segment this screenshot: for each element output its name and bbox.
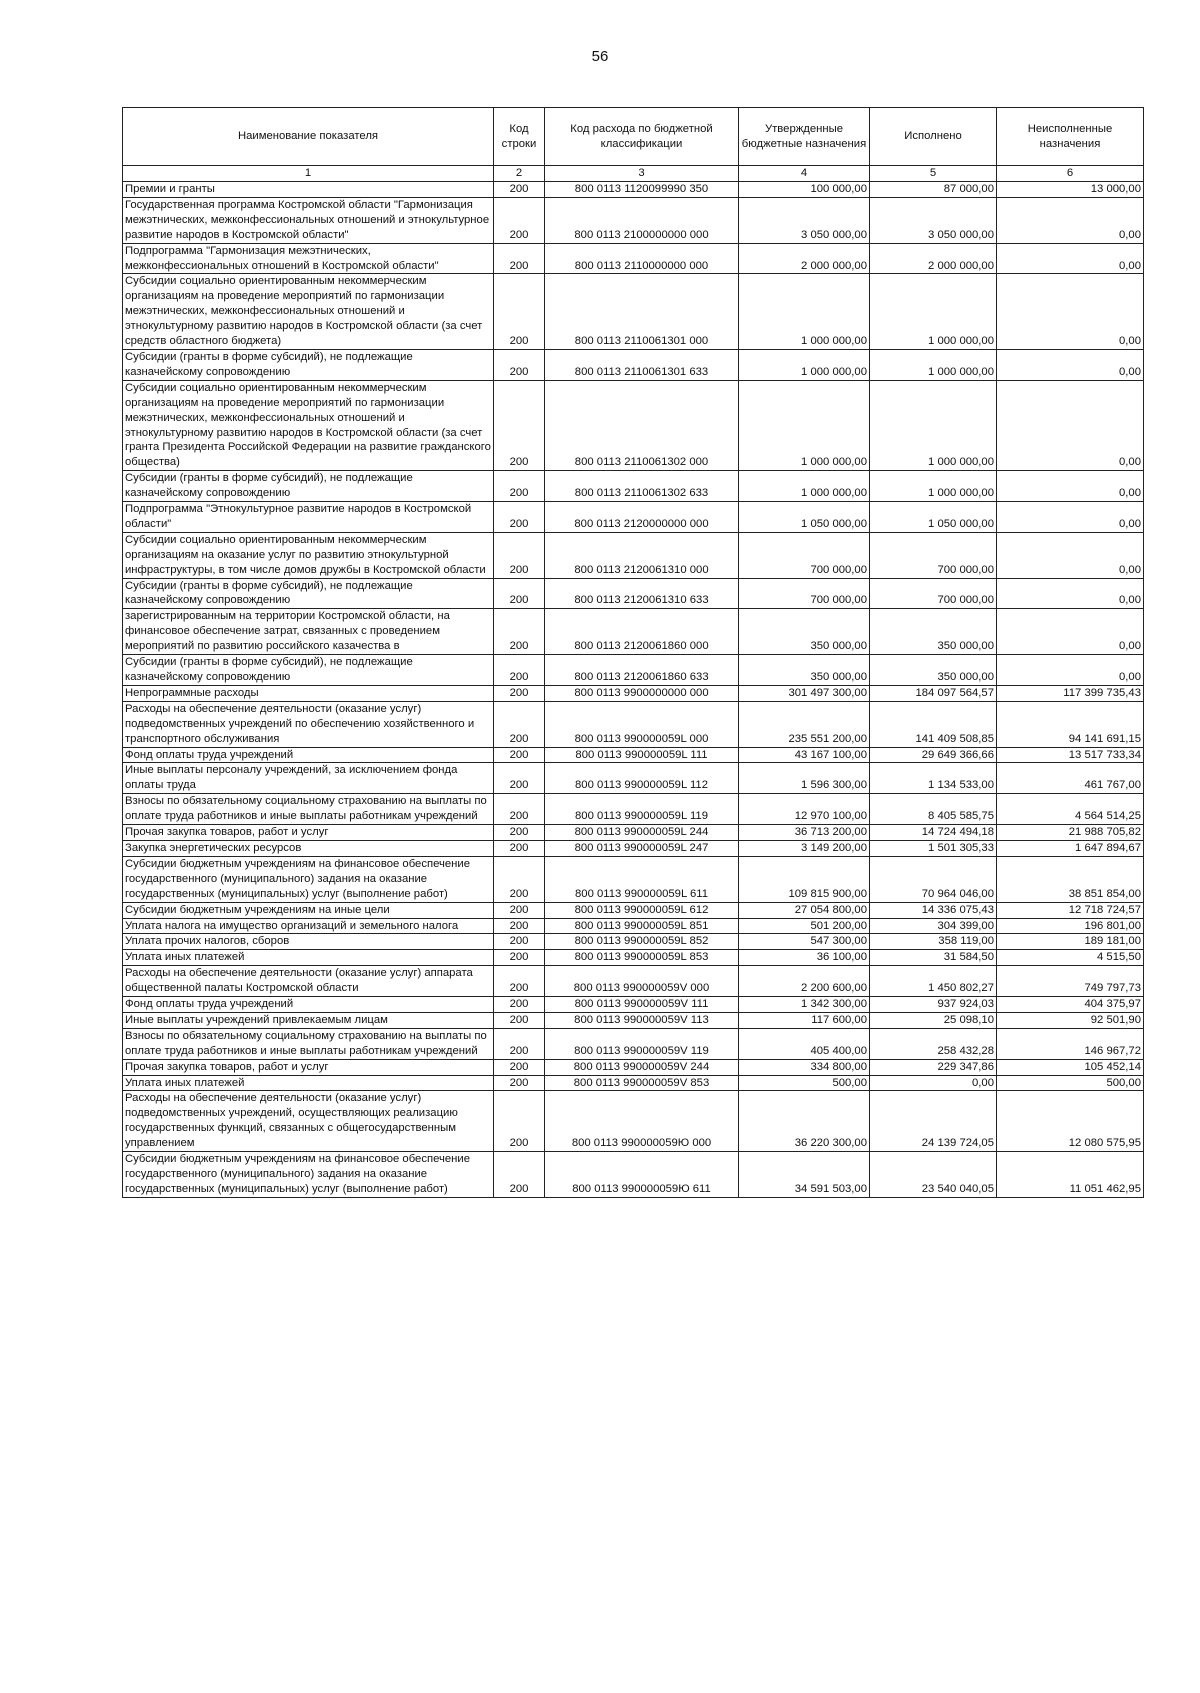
table-row [123,502,1144,533]
unexecuted-amount: 12 718 724,57 [997,902,1144,918]
indicator-name: Субсидии (гранты в форме субсидий), не подлежащие казначейскому сопровождению [123,349,494,380]
executed-amount: 141 409 508,85 [870,701,997,747]
header-row [123,108,1144,166]
budget-classification-code: 800 0113 990000059L 111 [545,747,739,763]
approved-amount: 1 000 000,00 [739,380,870,470]
unexecuted-amount: 500,00 [997,1075,1144,1091]
line-code: 200 [494,763,545,794]
budget-classification-code: 800 0113 990000059L 852 [545,934,739,950]
table-row [123,950,1144,966]
column-number-row [123,166,1144,182]
unexecuted-amount: 13 000,00 [997,182,1144,198]
table-row [123,609,1144,655]
budget-classification-code: 800 0113 990000059L 244 [545,825,739,841]
indicator-name: зарегистрированным на территории Костромской области, на финансовое обеспечение затрат, связанных с проведением мероприятий по развитию российского казачества в [123,609,494,655]
approved-amount: 117 600,00 [739,1012,870,1028]
line-code: 200 [494,825,545,841]
unexecuted-amount: 749 797,73 [997,966,1144,997]
indicator-name: Субсидии (гранты в форме субсидий), не подлежащие казначейскому сопровождению [123,471,494,502]
indicator-name: Иные выплаты учреждений привлекаемым лицам [123,1012,494,1028]
approved-amount: 27 054 800,00 [739,902,870,918]
unexecuted-amount: 0,00 [997,349,1144,380]
executed-amount: 0,00 [870,1075,997,1091]
approved-amount: 109 815 900,00 [739,856,870,902]
table-row [123,934,1144,950]
budget-classification-code: 800 0113 990000059L 851 [545,918,739,934]
unexecuted-amount: 13 517 733,34 [997,747,1144,763]
line-code: 200 [494,1028,545,1059]
header-approved: Утвержденные бюджетные назначения [739,108,870,166]
indicator-name: Фонд оплаты труда учреждений [123,747,494,763]
budget-execution-table [122,107,1144,1198]
line-code: 200 [494,578,545,609]
indicator-name: Подпрограмма "Гармонизация межэтнических, межконфессиональных отношений в Костромской области" [123,243,494,274]
budget-classification-code: 800 0113 990000059V 244 [545,1059,739,1075]
unexecuted-amount: 189 181,00 [997,934,1144,950]
approved-amount: 1 596 300,00 [739,763,870,794]
line-code: 200 [494,532,545,578]
budget-classification-code: 800 0113 9900000000 000 [545,685,739,701]
unexecuted-amount: 404 375,97 [997,997,1144,1013]
table-row [123,655,1144,686]
header-executed: Исполнено [870,108,997,166]
line-code: 200 [494,471,545,502]
executed-amount: 8 405 585,75 [870,794,997,825]
budget-classification-code: 800 0113 990000059V 119 [545,1028,739,1059]
header-unexecuted: Неисполненные назначения [997,108,1144,166]
executed-amount: 1 000 000,00 [870,380,997,470]
indicator-name: Расходы на обеспечение деятельности (оказание услуг) подведомственных учреждений по обеспечению хозяйственного и транспортного обслуживания [123,701,494,747]
line-code: 200 [494,934,545,950]
table-row [123,471,1144,502]
budget-classification-code: 800 0113 2110000000 000 [545,243,739,274]
budget-classification-code: 800 0113 2110061302 000 [545,380,739,470]
line-code: 200 [494,502,545,533]
unexecuted-amount: 0,00 [997,274,1144,350]
indicator-name: Субсидии социально ориентированным некоммерческим организациям на проведение мероприятий по гармонизации межэтнических, межконфессиональных отношений и этнокультурному развитию народов в Костромской области (за счет гранта Президента Российской Федерации на развитие гражданского общества) [123,380,494,470]
indicator-name: Закупка энергетических ресурсов [123,840,494,856]
executed-amount: 229 347,86 [870,1059,997,1075]
table-row [123,763,1144,794]
indicator-name: Расходы на обеспечение деятельности (оказание услуг) аппарата общественной палаты Костромской области [123,966,494,997]
budget-classification-code: 800 0113 2110061301 000 [545,274,739,350]
indicator-name: Прочая закупка товаров, работ и услуг [123,825,494,841]
approved-amount: 350 000,00 [739,655,870,686]
executed-amount: 1 000 000,00 [870,349,997,380]
line-code: 200 [494,609,545,655]
approved-amount: 700 000,00 [739,578,870,609]
executed-amount: 304 399,00 [870,918,997,934]
budget-classification-code: 800 0113 990000059Ю 611 [545,1152,739,1198]
line-code: 200 [494,966,545,997]
unexecuted-amount: 0,00 [997,532,1144,578]
executed-amount: 350 000,00 [870,655,997,686]
budget-classification-code: 800 0113 2100000000 000 [545,197,739,243]
indicator-name: Субсидии бюджетным учреждениям на финансовое обеспечение государственного (муниципального) задания на оказание государственных (муниципальных) услуг (выполнение работ) [123,1152,494,1198]
approved-amount: 3 050 000,00 [739,197,870,243]
table-row [123,794,1144,825]
budget-classification-code: 800 0113 990000059L 119 [545,794,739,825]
executed-amount: 3 050 000,00 [870,197,997,243]
table-row [123,685,1144,701]
approved-amount: 2 000 000,00 [739,243,870,274]
line-code: 200 [494,918,545,934]
executed-amount: 358 119,00 [870,934,997,950]
executed-amount: 29 649 366,66 [870,747,997,763]
table-row [123,1028,1144,1059]
approved-amount: 3 149 200,00 [739,840,870,856]
approved-amount: 547 300,00 [739,934,870,950]
line-code: 200 [494,380,545,470]
table-row [123,747,1144,763]
indicator-name: Субсидии социально ориентированным некоммерческим организациям на оказание услуг по развитию этнокультурной инфраструктуры, в том числе домов дружбы в Костромской области [123,532,494,578]
approved-amount: 501 200,00 [739,918,870,934]
budget-classification-code: 800 0113 990000059L 611 [545,856,739,902]
indicator-name: Субсидии бюджетным учреждениям на иные цели [123,902,494,918]
indicator-name: Уплата иных платежей [123,1075,494,1091]
executed-amount: 70 964 046,00 [870,856,997,902]
budget-classification-code: 800 0113 990000059V 853 [545,1075,739,1091]
approved-amount: 100 000,00 [739,182,870,198]
budget-classification-code: 800 0113 2120000000 000 [545,502,739,533]
indicator-name: Уплата прочих налогов, сборов [123,934,494,950]
budget-classification-code: 800 0113 2110061302 633 [545,471,739,502]
executed-amount: 1 050 000,00 [870,502,997,533]
indicator-name: Подпрограмма "Этнокультурное развитие народов в Костромской области" [123,502,494,533]
unexecuted-amount: 0,00 [997,655,1144,686]
approved-amount: 700 000,00 [739,532,870,578]
budget-classification-code: 800 0113 990000059V 113 [545,1012,739,1028]
unexecuted-amount: 0,00 [997,380,1144,470]
budget-classification-code: 800 0113 1120099990 350 [545,182,739,198]
indicator-name: Прочая закупка товаров, работ и услуг [123,1059,494,1075]
line-code: 200 [494,1012,545,1028]
header-indicator-name: Наименование показателя [123,108,494,166]
table-row [123,380,1144,470]
budget-classification-code: 800 0113 2120061860 000 [545,609,739,655]
indicator-name: Расходы на обеспечение деятельности (оказание услуг) подведомственных учреждений, осуществляющих реализацию государственных функций, связанных с общегосударственным управлением [123,1091,494,1152]
table-row [123,966,1144,997]
table-row [123,840,1144,856]
column-number: 1 [123,166,494,182]
executed-amount: 87 000,00 [870,182,997,198]
approved-amount: 1 050 000,00 [739,502,870,533]
column-number: 2 [494,166,545,182]
approved-amount: 2 200 600,00 [739,966,870,997]
line-code: 200 [494,243,545,274]
column-number: 3 [545,166,739,182]
executed-amount: 258 432,28 [870,1028,997,1059]
table-row [123,902,1144,918]
line-code: 200 [494,747,545,763]
unexecuted-amount: 117 399 735,43 [997,685,1144,701]
table-body [123,182,1144,1198]
unexecuted-amount: 0,00 [997,471,1144,502]
line-code: 200 [494,794,545,825]
executed-amount: 1 501 305,33 [870,840,997,856]
approved-amount: 34 591 503,00 [739,1152,870,1198]
indicator-name: Иные выплаты персоналу учреждений, за исключением фонда оплаты труда [123,763,494,794]
page-number: 56 [591,48,609,65]
executed-amount: 31 584,50 [870,950,997,966]
budget-classification-code: 800 0113 2120061860 633 [545,655,739,686]
unexecuted-amount: 92 501,90 [997,1012,1144,1028]
indicator-name: Субсидии социально ориентированным некоммерческим организациям на проведение мероприятий по гармонизации межэтнических, межконфессиональных отношений и этнокультурному развитию народов в Костромской области (за счет средств областного бюджета) [123,274,494,350]
budget-classification-code: 800 0113 990000059L 247 [545,840,739,856]
executed-amount: 25 098,10 [870,1012,997,1028]
table-row [123,918,1144,934]
budget-classification-code: 800 0113 990000059Ю 000 [545,1091,739,1152]
executed-amount: 24 139 724,05 [870,1091,997,1152]
indicator-name: Уплата иных платежей [123,950,494,966]
approved-amount: 1 000 000,00 [739,471,870,502]
executed-amount: 23 540 040,05 [870,1152,997,1198]
executed-amount: 14 724 494,18 [870,825,997,841]
approved-amount: 500,00 [739,1075,870,1091]
header-line-code: Код строки [494,108,545,166]
unexecuted-amount: 12 080 575,95 [997,1091,1144,1152]
unexecuted-amount: 0,00 [997,578,1144,609]
approved-amount: 36 220 300,00 [739,1091,870,1152]
line-code: 200 [494,274,545,350]
approved-amount: 301 497 300,00 [739,685,870,701]
executed-amount: 1 134 533,00 [870,763,997,794]
executed-amount: 1 450 802,27 [870,966,997,997]
table-row [123,578,1144,609]
indicator-name: Непрограммные расходы [123,685,494,701]
approved-amount: 350 000,00 [739,609,870,655]
line-code: 200 [494,856,545,902]
table-row [123,532,1144,578]
budget-classification-code: 800 0113 2110061301 633 [545,349,739,380]
budget-classification-code: 800 0113 990000059L 112 [545,763,739,794]
executed-amount: 14 336 075,43 [870,902,997,918]
approved-amount: 43 167 100,00 [739,747,870,763]
approved-amount: 405 400,00 [739,1028,870,1059]
approved-amount: 1 000 000,00 [739,349,870,380]
unexecuted-amount: 146 967,72 [997,1028,1144,1059]
line-code: 200 [494,685,545,701]
line-code: 200 [494,182,545,198]
executed-amount: 184 097 564,57 [870,685,997,701]
approved-amount: 36 100,00 [739,950,870,966]
indicator-name: Взносы по обязательному социальному страхованию на выплаты по оплате труда работников и иные выплаты работникам учреждений [123,1028,494,1059]
indicator-name: Государственная программа Костромской области "Гармонизация межэтнических, межконфессиональных отношений и этнокультурное развитие народов в Костромской области" [123,197,494,243]
unexecuted-amount: 94 141 691,15 [997,701,1144,747]
unexecuted-amount: 0,00 [997,502,1144,533]
indicator-name: Субсидии (гранты в форме субсидий), не подлежащие казначейскому сопровождению [123,655,494,686]
indicator-name: Субсидии бюджетным учреждениям на финансовое обеспечение государственного (муниципального) задания на оказание государственных (муниципальных) услуг (выполнение работ) [123,856,494,902]
table-row [123,856,1144,902]
column-number: 4 [739,166,870,182]
indicator-name: Фонд оплаты труда учреждений [123,997,494,1013]
executed-amount: 700 000,00 [870,578,997,609]
budget-classification-code: 800 0113 990000059V 111 [545,997,739,1013]
unexecuted-amount: 0,00 [997,609,1144,655]
table-row [123,182,1144,198]
indicator-name: Уплата налога на имущество организаций и земельного налога [123,918,494,934]
budget-classification-code: 800 0113 990000059V 000 [545,966,739,997]
table-row [123,997,1144,1013]
approved-amount: 1 000 000,00 [739,274,870,350]
header-budget-classification: Код расхода по бюджетной классификации [545,108,739,166]
budget-classification-code: 800 0113 990000059L 612 [545,902,739,918]
line-code: 200 [494,701,545,747]
executed-amount: 2 000 000,00 [870,243,997,274]
indicator-name: Взносы по обязательному социальному страхованию на выплаты по оплате труда работников и иные выплаты работникам учреждений [123,794,494,825]
unexecuted-amount: 11 051 462,95 [997,1152,1144,1198]
table-row [123,825,1144,841]
unexecuted-amount: 105 452,14 [997,1059,1144,1075]
line-code: 200 [494,1059,545,1075]
unexecuted-amount: 21 988 705,82 [997,825,1144,841]
executed-amount: 937 924,03 [870,997,997,1013]
unexecuted-amount: 4 515,50 [997,950,1144,966]
line-code: 200 [494,1091,545,1152]
table-row [123,197,1144,243]
budget-classification-code: 800 0113 990000059L 853 [545,950,739,966]
table-row [123,1152,1144,1198]
executed-amount: 700 000,00 [870,532,997,578]
column-number: 5 [870,166,997,182]
table-row [123,1091,1144,1152]
indicator-name: Субсидии (гранты в форме субсидий), не подлежащие казначейскому сопровождению [123,578,494,609]
line-code: 200 [494,997,545,1013]
unexecuted-amount: 1 647 894,67 [997,840,1144,856]
executed-amount: 1 000 000,00 [870,471,997,502]
table-row [123,243,1144,274]
line-code: 200 [494,655,545,686]
executed-amount: 1 000 000,00 [870,274,997,350]
budget-classification-code: 800 0113 2120061310 000 [545,532,739,578]
table-row [123,1059,1144,1075]
unexecuted-amount: 4 564 514,25 [997,794,1144,825]
table-row [123,701,1144,747]
line-code: 200 [494,349,545,380]
approved-amount: 12 970 100,00 [739,794,870,825]
approved-amount: 36 713 200,00 [739,825,870,841]
table-row [123,274,1144,350]
budget-classification-code: 800 0113 990000059L 000 [545,701,739,747]
line-code: 200 [494,197,545,243]
executed-amount: 350 000,00 [870,609,997,655]
approved-amount: 235 551 200,00 [739,701,870,747]
table-row [123,1012,1144,1028]
line-code: 200 [494,1075,545,1091]
table-row [123,349,1144,380]
approved-amount: 1 342 300,00 [739,997,870,1013]
unexecuted-amount: 196 801,00 [997,918,1144,934]
line-code: 200 [494,840,545,856]
unexecuted-amount: 461 767,00 [997,763,1144,794]
column-number: 6 [997,166,1144,182]
unexecuted-amount: 38 851 854,00 [997,856,1144,902]
table-row [123,1075,1144,1091]
line-code: 200 [494,902,545,918]
indicator-name: Премии и гранты [123,182,494,198]
budget-classification-code: 800 0113 2120061310 633 [545,578,739,609]
line-code: 200 [494,1152,545,1198]
approved-amount: 334 800,00 [739,1059,870,1075]
line-code: 200 [494,950,545,966]
unexecuted-amount: 0,00 [997,243,1144,274]
unexecuted-amount: 0,00 [997,197,1144,243]
